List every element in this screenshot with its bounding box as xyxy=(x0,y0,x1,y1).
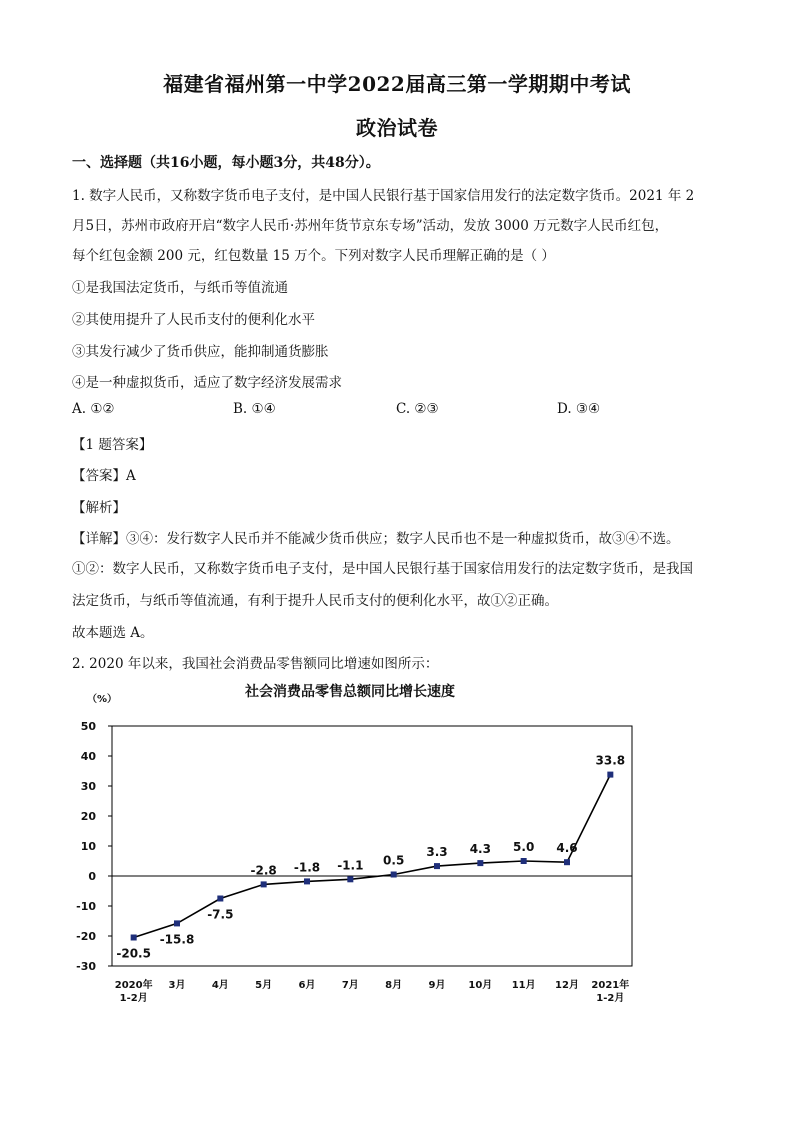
data-point-marker xyxy=(131,935,137,941)
q1-detail-line: 法定货币，与纸币等值流通，有利于提升人民币支付的便利化水平，故①②正确。 xyxy=(72,593,558,609)
data-point-marker xyxy=(477,860,483,866)
data-label: -20.5 xyxy=(116,946,151,961)
data-point-marker xyxy=(174,920,180,926)
x-axis-tick-label: 12月 xyxy=(555,980,579,991)
q1-stem-line: 每个红包金额 200 元，红包数量 15 万个。下列对数字人民币理解正确的是（ ） xyxy=(72,248,555,264)
q1-option-b: B. ①④ xyxy=(233,401,276,417)
q1-statement: ①是我国法定货币，与纸币等值流通 xyxy=(72,280,288,296)
data-label: 33.8 xyxy=(595,753,626,768)
x-axis-tick-label: 3月 xyxy=(168,980,186,991)
q1-detail-line: 【详解】③④：发行数字人民币并不能减少货币供应；数字人民币也不是一种虚拟货币，故③④不选。 xyxy=(72,531,680,547)
data-label: 4.3 xyxy=(469,842,491,857)
data-label: 5.0 xyxy=(513,840,535,854)
y-axis-tick-label: 40 xyxy=(80,750,96,763)
q1-statement: ③其发行减少了货币供应，能抑制通货膨胀 xyxy=(72,344,329,360)
q1-statement: ④是一种虚拟货币，适应了数字经济发展需求 xyxy=(72,375,342,391)
data-label: 0.5 xyxy=(383,853,405,868)
document-subtitle: 政治试卷 xyxy=(356,116,438,140)
data-point-marker xyxy=(521,858,527,864)
q1-detail-line: 故本题选 A。 xyxy=(72,625,154,641)
x-axis-tick-label: 9月 xyxy=(428,980,446,991)
data-label: -1.8 xyxy=(293,860,321,875)
x-axis-tick-label: 2021年 xyxy=(591,980,630,991)
q1-stem-line: 1. 数字人民币，又称数字货币电子支付，是中国人民银行基于国家信用发行的法定数字货币。2021 年 2 xyxy=(72,188,695,204)
q1-detail-line: ①②：数字人民币，又称数字货币电子支付，是中国人民银行基于国家信用发行的法定数字货币，是我国 xyxy=(72,561,693,577)
q1-option-a: A. ①② xyxy=(72,401,115,417)
series-line xyxy=(134,775,611,938)
data-label: 4.6 xyxy=(556,841,578,856)
data-label: -1.1 xyxy=(337,858,364,873)
q1-option-d: D. ③④ xyxy=(557,401,601,417)
x-axis-tick-label: 2020年 xyxy=(114,980,153,991)
y-axis-tick-label: 30 xyxy=(80,780,96,793)
x-axis-tick-label: 10月 xyxy=(468,980,493,991)
q1-analysis-header: 【解析】 xyxy=(72,500,126,516)
y-axis-tick-label: 20 xyxy=(80,810,96,823)
data-point-marker xyxy=(261,881,267,887)
x-axis-tick-label: 6月 xyxy=(298,980,316,991)
x-axis-tick-label: 8月 xyxy=(385,980,403,991)
data-point-marker xyxy=(217,896,223,902)
q1-answer-header: 【1 题答案】 xyxy=(72,437,153,453)
y-axis-tick-label: 50 xyxy=(80,720,96,733)
data-point-marker xyxy=(434,863,440,869)
data-label: -15.8 xyxy=(159,932,195,947)
chart-title: 社会消费品零售总额同比增长速度 xyxy=(245,684,455,700)
x-axis-tick-label: 7月 xyxy=(341,980,359,991)
data-point-marker xyxy=(347,876,353,882)
y-axis-tick-label: 10 xyxy=(80,840,96,853)
y-axis-tick-label: -30 xyxy=(76,960,96,973)
y-axis-tick-label: -10 xyxy=(76,900,96,913)
line-chart xyxy=(60,672,640,1012)
y-axis-tick-label: -20 xyxy=(76,930,96,943)
data-point-marker xyxy=(304,878,310,884)
data-label: 3.3 xyxy=(426,845,448,860)
x-axis-tick-label: 1-2月 xyxy=(119,993,148,1004)
x-axis-tick-label: 4月 xyxy=(211,980,229,991)
x-axis-tick-label: 11月 xyxy=(511,980,536,991)
chart-frame xyxy=(112,726,632,966)
document-title: 福建省福州第一中学2022届高三第一学期期中考试 xyxy=(163,72,631,96)
q2-stem: 2. 2020 年以来，我国社会消费品零售额同比增速如图所示： xyxy=(72,656,439,672)
data-point-marker xyxy=(607,772,613,778)
data-point-marker xyxy=(564,859,570,865)
section-heading: 一、选择题（共16小题，每小题3分，共48分）。 xyxy=(72,155,380,171)
q1-option-c: C. ②③ xyxy=(396,401,439,417)
q1-statement: ②其使用提升了人民币支付的便利化水平 xyxy=(72,312,315,328)
q1-answer: 【答案】A xyxy=(72,468,136,484)
data-label: -2.8 xyxy=(250,863,277,878)
data-label: -7.5 xyxy=(207,907,234,922)
y-axis-tick-label: 0 xyxy=(88,870,96,883)
chart-plot-area xyxy=(76,720,632,1004)
x-axis-tick-label: 5月 xyxy=(255,980,273,991)
chart-y-unit: （%） xyxy=(86,694,118,705)
x-axis-tick-label: 1-2月 xyxy=(596,993,625,1004)
q1-stem-line: 月5日，苏州市政府开启“数字人民币·苏州年货节京东专场”活动，发放 3000 万元数字人民币红包， xyxy=(72,218,669,234)
data-point-marker xyxy=(391,872,397,878)
